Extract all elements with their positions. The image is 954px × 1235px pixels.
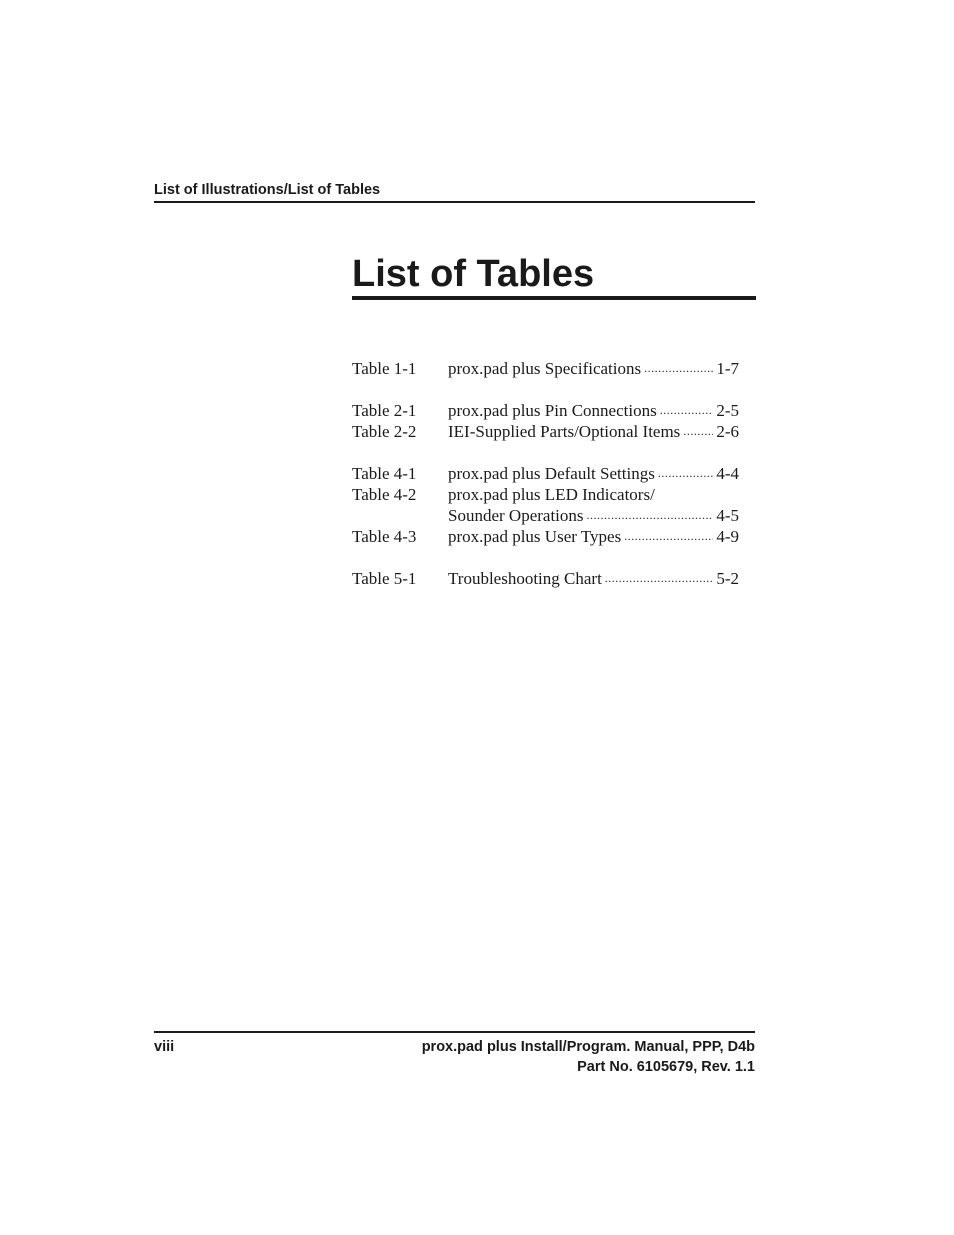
- dot-leader: [660, 402, 714, 419]
- table-number: Table 4-2: [352, 485, 417, 504]
- part-number: Part No. 6105679, Rev. 1.1: [577, 1059, 755, 1075]
- page-title: List of Tables: [352, 252, 756, 300]
- page-reference: 4-5: [716, 506, 739, 525]
- dot-leader: [658, 465, 714, 482]
- table-number: Table 2-1: [352, 401, 417, 420]
- dot-leader: [587, 507, 714, 524]
- running-header: List of Illustrations/List of Tables: [154, 181, 755, 203]
- toc-group: [352, 358, 739, 379]
- table-number: Table 5-1: [352, 569, 417, 588]
- table-of-contents: [352, 358, 739, 610]
- table-title: IEI-Supplied Parts/Optional Items: [448, 422, 681, 441]
- toc-entry: [352, 358, 739, 379]
- table-number: Table 1-1: [352, 359, 417, 378]
- toc-entry: [352, 484, 739, 505]
- table-title-line: [448, 358, 739, 379]
- table-title: prox.pad plus Default Settings: [448, 464, 655, 483]
- table-title: Sounder Operations: [448, 506, 584, 525]
- toc-group: [352, 463, 739, 547]
- page-reference: 4-9: [716, 527, 739, 546]
- table-title-line: [448, 400, 739, 421]
- toc-entry: [352, 568, 739, 589]
- table-title-line: [448, 421, 739, 442]
- table-title-line: [448, 526, 739, 547]
- table-title-line: [448, 505, 739, 526]
- table-title: Troubleshooting Chart: [448, 569, 602, 588]
- toc-entry: [352, 526, 739, 547]
- page-number: viii: [154, 1039, 175, 1055]
- toc-entry: [352, 505, 739, 526]
- table-title: prox.pad plus Pin Connections: [448, 401, 657, 420]
- table-number: Table 2-2: [352, 422, 417, 441]
- dot-leader: [605, 570, 714, 587]
- table-title-line: [448, 568, 739, 589]
- table-number: Table 4-3: [352, 527, 417, 546]
- page-reference: 2-5: [716, 401, 739, 420]
- page-reference: 1-7: [716, 359, 739, 378]
- dot-leader: [644, 360, 713, 377]
- table-title-line: [448, 484, 739, 505]
- manual-title: prox.pad plus Install/Program. Manual, PPP, D4b: [421, 1039, 755, 1055]
- table-title-line: [448, 463, 739, 484]
- dot-leader: [683, 423, 713, 440]
- dot-leader: [624, 528, 713, 545]
- page-reference: 2-6: [716, 422, 739, 441]
- table-title: prox.pad plus Specifications: [448, 359, 642, 378]
- toc-group: [352, 400, 739, 442]
- toc-entry: [352, 463, 739, 484]
- toc-entry: [352, 421, 739, 442]
- table-title: prox.pad plus LED Indicators/: [448, 485, 655, 504]
- page-reference: 4-4: [716, 464, 739, 483]
- page-footer: [154, 1031, 755, 1077]
- page-reference: 5-2: [716, 569, 739, 588]
- toc-entry: [352, 400, 739, 421]
- toc-group: [352, 568, 739, 589]
- table-number: Table 4-1: [352, 464, 417, 483]
- table-title: prox.pad plus User Types: [448, 527, 622, 546]
